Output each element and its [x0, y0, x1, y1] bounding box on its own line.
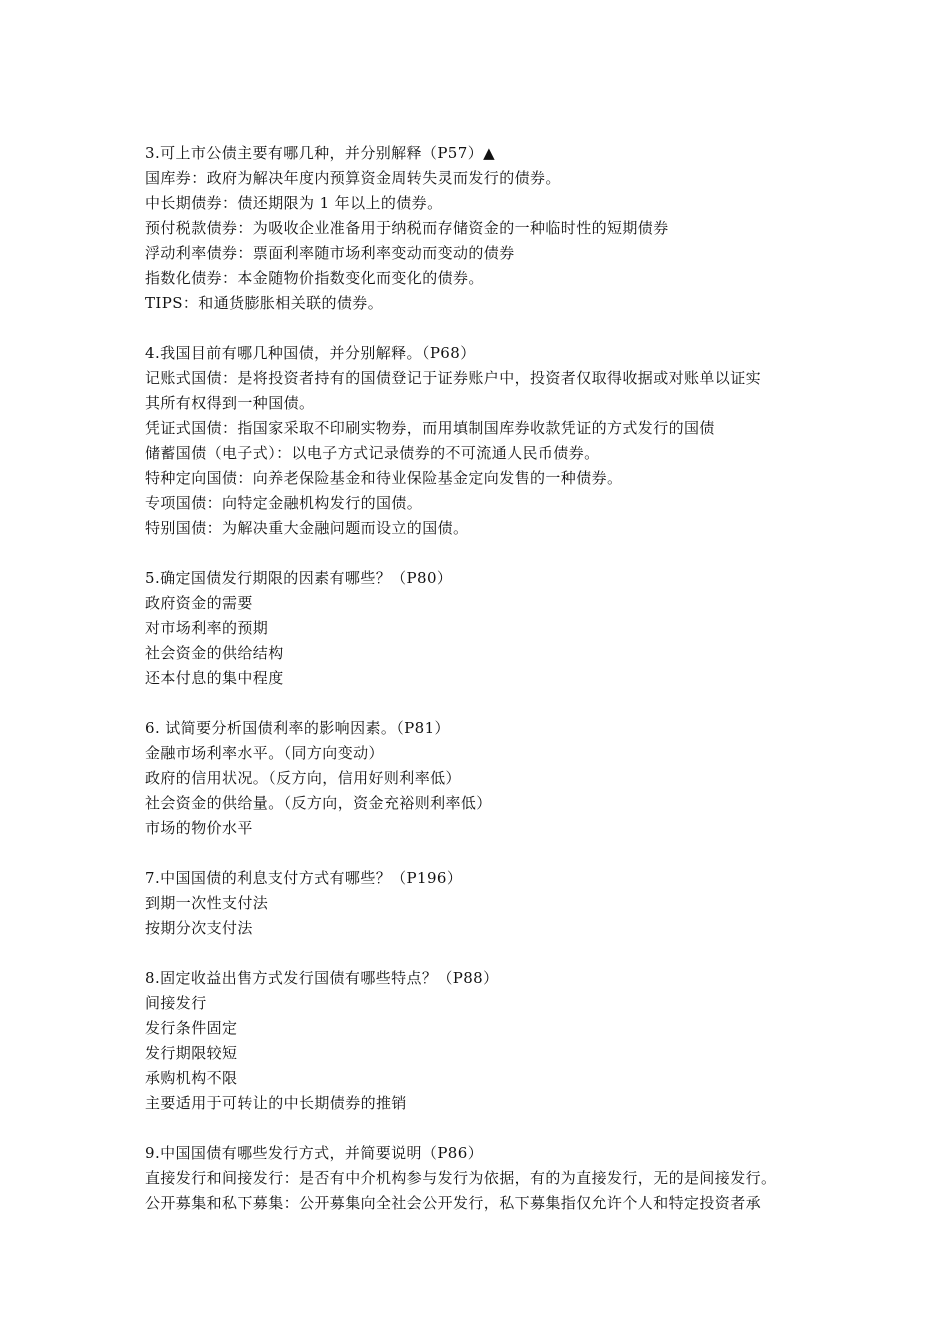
body-line: 预付税款债券：为吸收企业准备用于纳税而存储资金的一种临时性的短期债券: [145, 219, 669, 237]
body-line: 凭证式国债：指国家采取不印刷实物券，而用填制国库券收款凭证的方式发行的国债: [145, 419, 715, 437]
section-heading: 4.我国目前有哪几种国债，并分别解释。（P68）: [145, 344, 476, 362]
section-6: [145, 716, 815, 841]
section-heading: 9.中国国债有哪些发行方式，并简要说明（P86）: [145, 1144, 484, 1162]
body-line: 浮动利率债券：票面利率随市场利率变动而变动的债券: [145, 244, 515, 262]
body-line: TIPS：和通货膨胀相关联的债券。: [145, 294, 384, 312]
section-9: [145, 1141, 815, 1216]
body-line: 专项国债：向特定金融机构发行的国债。: [145, 494, 423, 512]
section-heading: 8.固定收益出售方式发行国债有哪些特点？（P88）: [145, 969, 499, 987]
body-line: 特种定向国债：向养老保险基金和待业保险基金定向发售的一种债券。: [145, 469, 623, 487]
section-spacer: [145, 541, 815, 566]
body-line: 储蓄国债（电子式）：以电子方式记录债券的不可流通人民币债券。: [145, 444, 600, 462]
section-spacer: [145, 316, 815, 341]
section-heading: 3.可上市公债主要有哪几种，并分别解释（P57）▲: [145, 144, 496, 162]
body-line: 国库券：政府为解决年度内预算资金周转失灵而发行的债券。: [145, 169, 561, 187]
body-line: 发行条件固定: [145, 1019, 238, 1037]
body-line: 对市场利率的预期: [145, 619, 269, 637]
body-line: 政府的信用状况。（反方向，信用好则利率低）: [145, 769, 461, 787]
body-line: 承购机构不限: [145, 1069, 238, 1087]
body-line: 市场的物价水平: [145, 819, 253, 837]
section-heading: 5.确定国债发行期限的因素有哪些？（P80）: [145, 569, 453, 587]
body-line: 到期一次性支付法: [145, 894, 269, 912]
section-5: [145, 566, 815, 691]
section-3: [145, 141, 815, 316]
section-spacer: [145, 1116, 815, 1141]
section-spacer: [145, 941, 815, 966]
body-line: 间接发行: [145, 994, 207, 1012]
body-line: 还本付息的集中程度: [145, 669, 284, 687]
document-body: [145, 141, 815, 1216]
body-line: 中长期债券：债还期限为 1 年以上的债券。: [145, 194, 443, 212]
body-line: 指数化债券：本金随物价指数变化而变化的债券。: [145, 269, 484, 287]
body-line: 发行期限较短: [145, 1044, 238, 1062]
body-line: 记账式国债：是将投资者持有的国债登记于证券账户中，投资者仅取得收据或对账单以证实: [145, 369, 762, 387]
body-line: 直接发行和间接发行：是否有中介机构参与发行为依据，有的为直接发行，无的是间接发行。: [145, 1169, 777, 1187]
body-line: 其所有权得到一种国债。: [145, 394, 315, 412]
section-7: [145, 866, 815, 941]
body-line: 政府资金的需要: [145, 594, 253, 612]
body-line: 特别国债：为解决重大金融问题而设立的国债。: [145, 519, 469, 537]
body-line: 按期分次支付法: [145, 919, 253, 937]
body-line: 金融市场利率水平。（同方向变动）: [145, 744, 384, 762]
body-line: 主要适用于可转让的中长期债券的推销: [145, 1094, 407, 1112]
section-8: [145, 966, 815, 1116]
body-line: 社会资金的供给结构: [145, 644, 284, 662]
body-line: 社会资金的供给量。（反方向，资金充裕则利率低）: [145, 794, 492, 812]
section-spacer: [145, 691, 815, 716]
section-4: [145, 341, 815, 541]
body-line: 公开募集和私下募集：公开募集向全社会公开发行，私下募集指仅允许个人和特定投资者承: [145, 1194, 762, 1212]
section-heading: 6. 试简要分析国债利率的影响因素。（P81）: [145, 719, 450, 737]
section-spacer: [145, 841, 815, 866]
section-heading: 7.中国国债的利息支付方式有哪些？（P196）: [145, 869, 463, 887]
